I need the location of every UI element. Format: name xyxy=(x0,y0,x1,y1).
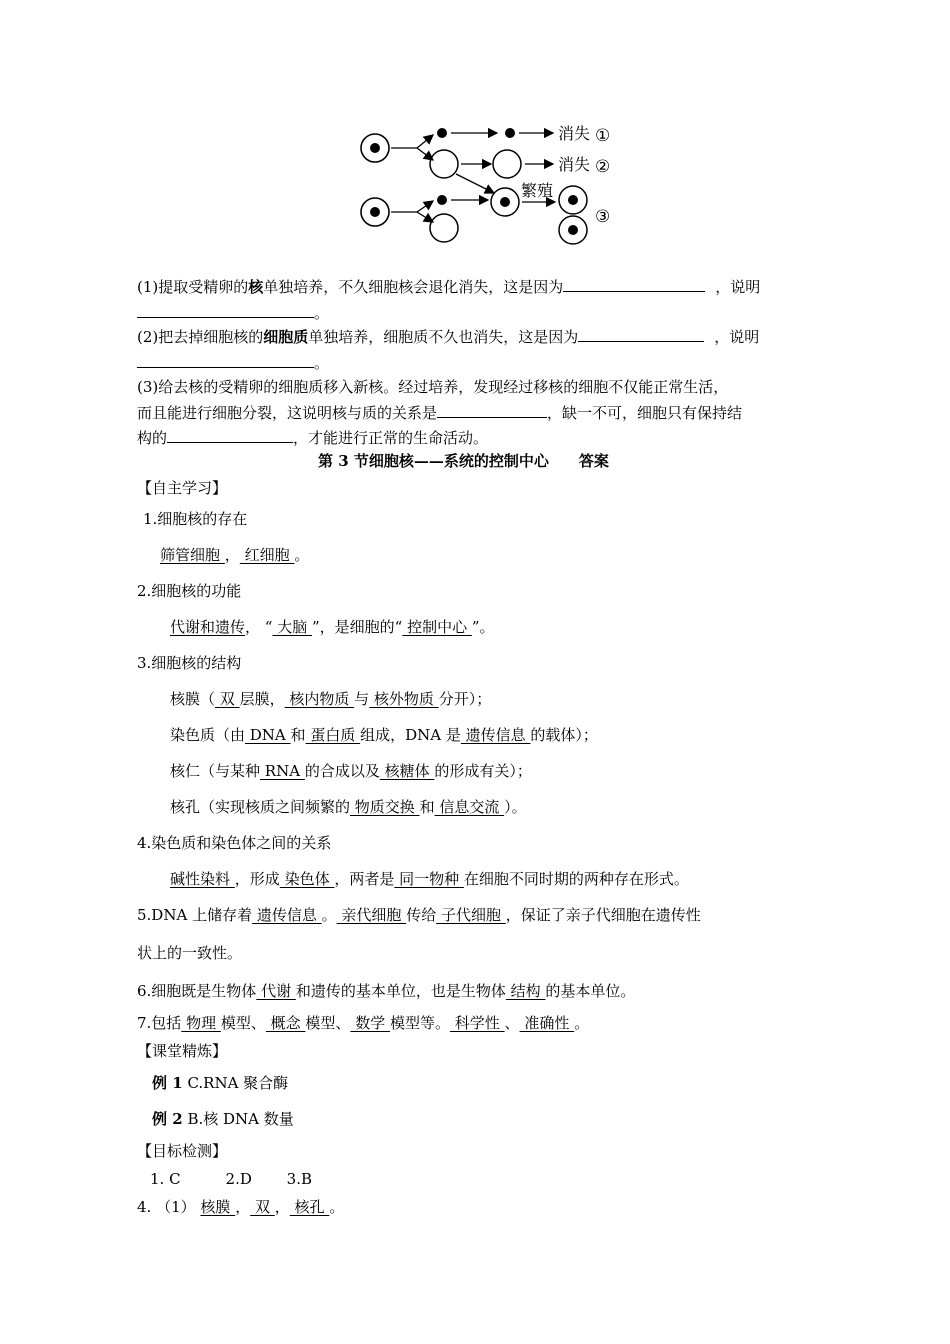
label-disappear-2: 消失 xyxy=(558,155,591,174)
s5-line-2: 状上的一致性。 xyxy=(137,944,243,962)
q4-answers: 4. （1） 核膜 ， 双 ， 核孔 。 xyxy=(137,1198,345,1216)
s1-answers: 筛管细胞 ， 红细胞 。 xyxy=(160,546,310,564)
answer-title: 第 3 节细胞核——系统的控制中心 答案 xyxy=(318,452,609,470)
question-1-line-1: (1)提取受精卵的核单独培养，不久细胞核会退化消失，这是因为 ，说明 xyxy=(137,278,761,296)
s3-membrane: 核膜（ 双 层膜， 核内物质 与 核外物质 分开）； xyxy=(170,690,492,708)
cytoplasm-only xyxy=(430,150,458,178)
bold-cytoplasm: 细胞质 xyxy=(263,328,309,346)
s2-title: 2.细胞核的功能 xyxy=(137,582,242,600)
target-answers: 1. C 2.D 3.B xyxy=(150,1170,312,1188)
s3-pore: 核孔（实现核质之间频繁的 物质交换 和 信息交流 ）。 xyxy=(170,798,527,816)
answer-blank[interactable] xyxy=(437,403,547,418)
bold-nucleus: 核 xyxy=(248,278,264,296)
s4-answers: 碱性染料 ，形成 染色体 ，两者是 同一物种 在细胞不同时期的两种存在形式。 xyxy=(170,870,689,888)
answer-blank[interactable] xyxy=(578,327,704,342)
section-header-target-test: 【目标检测】 xyxy=(137,1142,228,1160)
section-header-self-study: 【自主学习】 xyxy=(137,479,228,497)
s4-title: 4.染色质和染色体之间的关系 xyxy=(137,834,332,852)
s6: 6.细胞既是生物体 代谢 和遗传的基本单位，也是生物体 结构 的基本单位。 xyxy=(137,982,636,1000)
section-header-class-practice: 【课堂精炼】 xyxy=(137,1042,228,1060)
answer-blank[interactable] xyxy=(167,428,293,443)
s7: 7.包括 物理 模型、 概念 模型、 数学 模型等。 科学性 、 准确性 。 xyxy=(137,1014,590,1032)
s1-title: 1.细胞核的存在 xyxy=(143,510,248,528)
mark-1: ① xyxy=(595,126,611,146)
s2-answers: 代谢和遗传， “ 大脑 ”，是细胞的“ 控制中心 ”。 xyxy=(170,618,495,636)
mark-2: ② xyxy=(595,157,611,177)
s5-line-1: 5.DNA 上储存着 遗传信息 。 亲代细胞 传给 子代细胞 ，保证了亲子代细胞在遗传性 xyxy=(137,906,701,924)
mark-3: ③ xyxy=(595,207,611,227)
answer-blank[interactable] xyxy=(137,303,314,318)
example-2: 例 2 B.核 DNA 数量 xyxy=(152,1110,294,1128)
answer-blank[interactable] xyxy=(137,353,314,368)
nucleus-only xyxy=(437,128,447,138)
s3-title: 3.细胞核的结构 xyxy=(137,654,242,672)
cell-experiment-diagram xyxy=(355,118,645,248)
question-3-line-3: 构的 ，才能进行正常的生命活动。 xyxy=(137,429,489,447)
s3-chromatin: 染色质（由 DNA 和 蛋白质 组成，DNA 是 遗传信息 的载体）； xyxy=(170,726,598,744)
question-3-line-2: 而且能进行细胞分裂，这说明核与质的关系是 ，缺一不可，细胞只有保持结 xyxy=(137,404,743,422)
label-disappear-1: 消失 xyxy=(558,124,591,143)
question-3-line-1: (3)给去核的受精卵的细胞质移入新核。经过培养，发现经过移核的细胞不仅能正常生活， xyxy=(137,378,729,396)
answer-blank[interactable] xyxy=(563,277,705,292)
question-2-line-1: (2)把去掉细胞核的细胞质单独培养，细胞质不久也消失，这是因为 ，说明 xyxy=(137,328,760,346)
s3-nucleolus: 核仁（与某种 RNA 的合成以及 核糖体 的形成有关）； xyxy=(170,762,532,780)
example-1: 例 1 C.RNA 聚合酶 xyxy=(152,1074,289,1092)
question-1-line-2: 。 xyxy=(137,302,329,323)
question-2-line-2: 。 xyxy=(137,352,329,373)
label-proliferate: 繁殖 xyxy=(521,181,554,200)
